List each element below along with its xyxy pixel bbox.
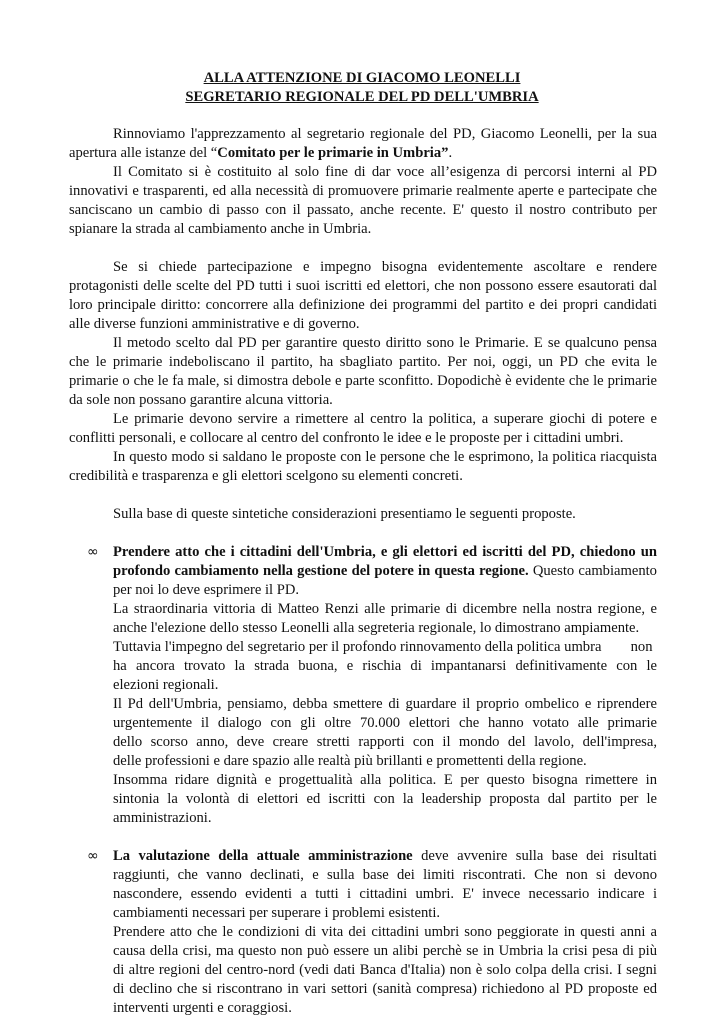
bullet-line: interventi urgenti e coraggiosi. (113, 1000, 292, 1016)
bullet-line: causa della crisi, ma questo non può essere un alibi perchè se in Umbria la crisi pesa di più (113, 943, 657, 959)
paragraph-line: credibilità e trasparenza e gli elettori scelgono su elementi concreti. (69, 468, 463, 484)
bullet-line: cambiamenti necessari per superare i problemi esistenti. (113, 905, 441, 921)
bullet-line: per noi lo deve esprimere il PD. (113, 582, 300, 598)
bullet-line: Prendere atto che i cittadini dell'Umbria, e gli elettori ed iscritti del PD, chiedono un (113, 544, 657, 560)
paragraph-line: innovativi e trasparenti, ed alla necessità di promuovere primarie realmente aperte e partecipate che (69, 183, 657, 199)
paragraph-line: In questo modo si saldano le proposte con le persone che le esprimono, la politica riacquista (113, 449, 657, 465)
document-title-line-2: SEGRETARIO REGIONALE DEL PD DELL'UMBRIA (185, 89, 539, 105)
paragraph-line: sanciscano un cambio di passo con il passato, anche recente. E' questo il nostro contributo per (69, 202, 657, 218)
document-title-line-1: ALLA ATTENZIONE DI GIACOMO LEONELLI (203, 70, 521, 86)
infinity-bullet-icon: ∞ (87, 544, 99, 560)
bullet-line: profondo cambiamento nella gestione del potere in questa regione. Questo cambiamento (113, 563, 657, 579)
infinity-bullet-icon: ∞ (87, 848, 99, 864)
paragraph-line: Il Comitato si è costituito al solo fine di dar voce all’esigenza di percorsi interni al PD (113, 164, 657, 180)
paragraph-line: da sole non possano garantire alcuna vittoria. (69, 392, 333, 408)
paragraph-line: loro principale diritto: concorrere alla definizione dei programmi del partito e dei propri candidati (69, 297, 657, 313)
bullet-line: raggiunti, che vanno declinati, e sulla base dei limiti riscontrati. Che non si devono (113, 867, 657, 883)
paragraph-line: spianare la strada al cambiamento anche in Umbria. (69, 221, 372, 237)
bullet-line: elezioni regionali. (113, 677, 219, 693)
paragraph-line: apertura alle istanze del “Comitato per le primarie in Umbria”. (69, 145, 453, 161)
bullet-line: Prendere atto che le condizioni di vita dei cittadini umbri sono peggiorate in questi anni a (113, 924, 657, 940)
paragraph-line: Rinnoviamo l'apprezzamento al segretario regionale del PD, Giacomo Leonelli, per la sua (113, 126, 657, 142)
bullet-line: dello scorso anno, deve creare stretti rapporti con il mondo del lavolo, dell'impresa, (113, 734, 657, 750)
committee-name: Comitato per le primarie in Umbria” (217, 145, 449, 161)
bullet-line: anche l'elezione dello stesso Leonelli alla segreteria regionale, lo dimostrano ampiamente. (113, 620, 640, 636)
bullet-line: di altre regioni del centro-nord (vedi dati Banca d'Italia) non è solo colpa della crisi. I segni (113, 962, 657, 978)
bullet-line: di declino che si riscontrano in vari settori (sanità compresa) richiedono al PD proposte ed (113, 981, 657, 997)
paragraph-line: alle diverse funzioni amministrative e di governo. (69, 316, 360, 332)
bullet-line: amministrazioni. (113, 810, 212, 826)
paragraph-line: primarie o che le fa male, si dimostra debole e parte sconfitto. Dopodichè è evidente che le primarie (69, 373, 657, 389)
bullet-line: sintonia la volontà di elettori ed iscritti con la leadership proposta dal partito per le (113, 791, 657, 807)
paragraph-line: che le primarie indeboliscano il partito, ha sbagliato partito. Per noi, oggi, un PD che evita le (69, 354, 657, 370)
bullet-line: nascondere, essendo evidenti a tutti i cittadini umbri. E' invece necessario indicare i (113, 886, 657, 902)
bullet-line: Il Pd dell'Umbria, pensiamo, debba smettere di guardare il proprio ombelico e riprendere (113, 696, 657, 712)
paragraph-line: protagonisti delle scelte del PD tutti i suoi iscritti ed elettori, che non possono essere esautorati dal (69, 278, 657, 294)
paragraph-line: Sulla base di queste sintetiche considerazioni presentiamo le seguenti proposte. (113, 506, 576, 522)
paragraph-line: conflitti personali, e collocare al centro del confronto le idee e le proposte per i cittadini umbri. (69, 430, 624, 446)
bullet-line: Tuttavia l'impegno del segretario per il profondo rinnovamento della politica umbra non (113, 639, 653, 655)
bullet-line: La valutazione della attuale amministrazione deve avvenire sulla base dei risultati (113, 848, 657, 864)
paragraph-line: Se si chiede partecipazione e impegno bisogna evidentemente ascoltare e rendere (113, 259, 657, 275)
bullet-line: Insomma ridare dignità e progettualità alla politica. E per questo bisogna rimettere in (113, 772, 657, 788)
paragraph-line: Il metodo scelto dal PD per garantire questo diritto sono le Primarie. E se qualcuno pensa (113, 335, 657, 351)
paragraph-line: Le primarie devono servire a rimettere al centro la politica, a superare giochi di potere e (113, 411, 657, 427)
bullet-line: urgentemente il dialogo con gli oltre 70.000 elettori che hanno votato alle primarie (113, 715, 657, 731)
bullet-line: delle professioni e dare spazio alle realtà più brillanti e promettenti della regione. (113, 753, 587, 769)
bullet-line: ha ancora trovato la strada buona, e rischia di impantanarsi definitivamente con le (113, 658, 657, 674)
bullet-line: La straordinaria vittoria di Matteo Renzi alle primarie di dicembre nella nostra regione, e (113, 601, 657, 617)
